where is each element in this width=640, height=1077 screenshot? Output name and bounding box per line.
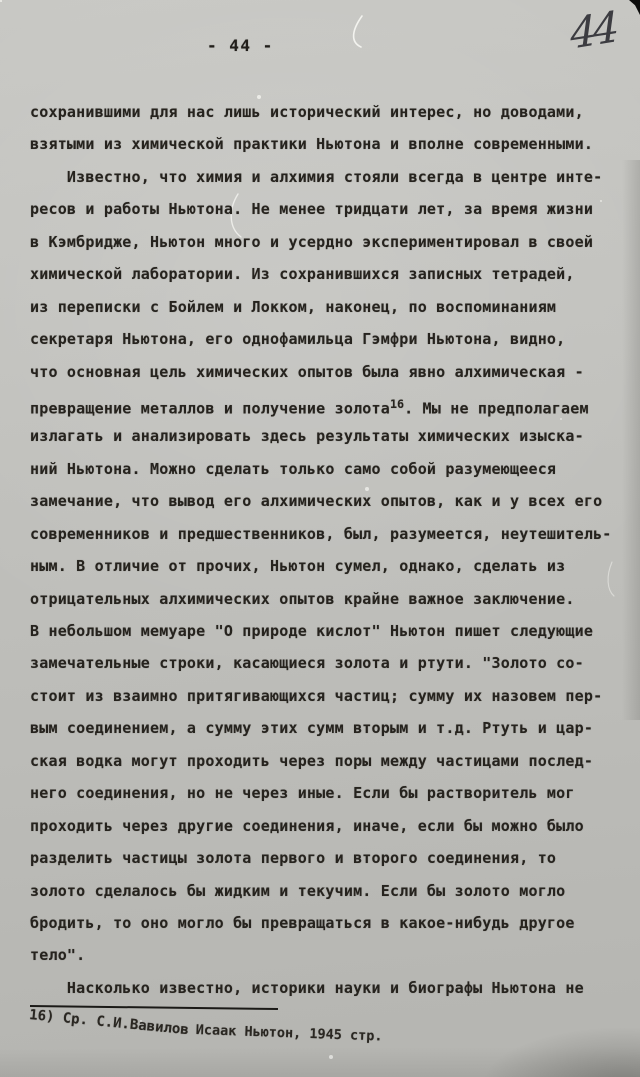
text-line: что основная цель химических опытов была явно алхимическая - xyxy=(30,362,584,381)
scan-corner-mark xyxy=(629,0,640,15)
text-line: Насколько известно, историки науки и биографы Ньютона не xyxy=(30,978,584,997)
footnote-citation-author: 16) Ср. С.И.Вавилов xyxy=(28,1007,190,1039)
text-line: замечание, что вывод его алхимических опытов, как и у всех его xyxy=(30,492,603,511)
text-line: химической лаборатории. Из сохранившихся записных тетрадей, xyxy=(30,265,575,284)
footnote-separator xyxy=(30,1005,278,1010)
text-line: ным. В отличие от прочих, Ньютон сумел, однако, сделать из xyxy=(30,557,566,576)
text-line: проходить через другие соединения, иначе, если бы можно было xyxy=(30,816,584,835)
text-line: него соединения, но не через иные. Если бы растворитель мог xyxy=(30,784,575,803)
text-line: сохранившими для нас лишь исторический интерес, но доводами, xyxy=(30,103,584,121)
text-line: взятыми из химической практики Ньютона и вполне современными. xyxy=(30,135,594,154)
text-line: бродить, то оно могло бы превращаться в какое-нибудь другое xyxy=(30,913,575,932)
text-line: Известно, что химия и алхимия стояли всегда в центре инте- xyxy=(30,167,603,186)
text-line: тело". xyxy=(30,946,86,965)
text-line: разделить частицы золота первого и второго соединения, то xyxy=(30,849,557,868)
text-line: отрицательных алхимических опытов крайне важное заключение. xyxy=(30,589,575,608)
handwritten-page-number: 44 xyxy=(568,2,617,59)
text-line: излагать и анализировать здесь результаты химических изыска- xyxy=(30,427,584,446)
scan-shading-corner xyxy=(470,1022,640,1077)
scan-specks xyxy=(0,0,2,2)
text-line: в Кэмбридже, Ньютон много и усердно экспериментировал в своей xyxy=(30,232,594,251)
text-line: ний Ньютона. Можно сделать только само собой разумеющееся xyxy=(30,459,557,478)
text-line: В небольшом мемуаре "О природе кислот" Ньютон пишет следующие xyxy=(30,622,594,640)
text-line: превращение металлов и получение золота$^{16}$. Мы не предполагаем xyxy=(30,396,589,418)
footnote-citation-title: Исаак Ньютон, 1945 стр. xyxy=(195,1022,383,1045)
text-line: современников и предшественников, был, разумеется, неутешитель- xyxy=(30,524,612,543)
text-line: золото сделалось бы жидким и текучим. Если бы золото могло xyxy=(30,881,566,900)
typed-page-number: - 44 - xyxy=(207,36,274,55)
text-line: ресов и работы Ньютона. Не менее тридцати лет, за время жизни xyxy=(30,200,594,219)
text-line: секретаря Ньютона, его однофамильца Гэмфри Ньютона, видно, xyxy=(30,330,566,349)
text-line: замечательные строки, касающиеся золота и ртути. "Золото со- xyxy=(30,654,584,673)
text-line: из переписки с Бойлем и Локком, наконец, по воспоминаниям xyxy=(30,297,557,316)
scan-shading-right xyxy=(622,160,640,720)
body-text xyxy=(30,96,618,1004)
text-line: ская водка могут проходить через поры между частицами послед- xyxy=(30,751,594,770)
text-line: вым соединением, а сумму этих сумм вторым и т.д. Ртуть и цар- xyxy=(30,719,594,738)
text-line: стоит из взаимно притягивающихся частиц; сумму их назовем пер- xyxy=(30,686,603,705)
